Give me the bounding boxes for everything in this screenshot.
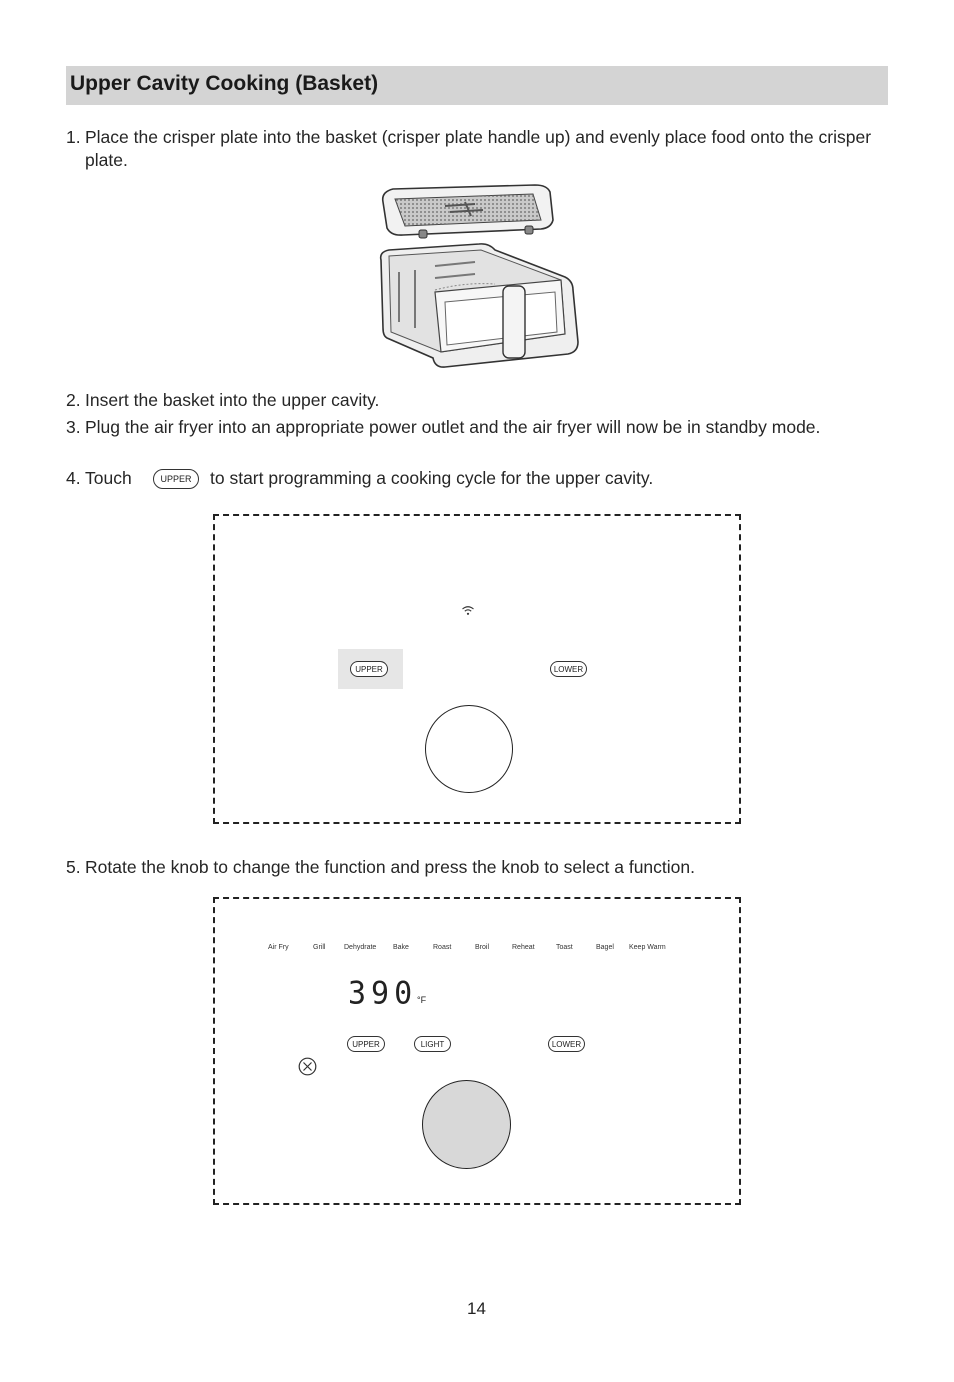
crisper-plate-icon [383, 185, 553, 238]
temperature-display: 390 [348, 975, 418, 1012]
function-broil: Broil [475, 944, 490, 951]
light-button[interactable]: LIGHT [414, 1036, 451, 1052]
temperature-unit: °F [417, 995, 427, 1005]
step-4-number: 4. [66, 468, 81, 488]
section-title: Upper Cavity Cooking (Basket) [70, 72, 379, 95]
upper-button[interactable]: UPPER [350, 661, 388, 677]
function-toast: Toast [556, 944, 573, 951]
cancel-icon[interactable] [298, 1057, 317, 1076]
step-3-text: Plug the air fryer into an appropriate power outlet and the air fryer will now be in standby mode. [85, 417, 821, 437]
step-3-number: 3. [66, 417, 81, 437]
function-air-fry: Air Fry [268, 944, 289, 951]
inline-upper-button: UPPER [153, 469, 199, 489]
step-5-text: Rotate the knob to change the function and press the knob to select a function. [85, 857, 695, 877]
function-reheat: Reheat [512, 944, 535, 951]
page-number: 14 [467, 1299, 486, 1318]
control-knob[interactable] [425, 705, 513, 793]
function-bake: Bake [393, 944, 409, 951]
wifi-icon [461, 605, 475, 616]
control-knob-pressed[interactable] [422, 1080, 511, 1169]
step-1-number: 1. [66, 127, 81, 147]
step-4-text-after: to start programming a cooking cycle for the upper cavity. [210, 468, 654, 488]
function-dehydrate: Dehydrate [344, 944, 377, 951]
step-1-text: Place the crisper plate into the basket (crisper plate handle up) and evenly place food onto the crisper plate. [85, 127, 872, 170]
upper-button[interactable]: UPPER [347, 1036, 385, 1052]
function-grill: Grill [313, 944, 326, 951]
lower-button[interactable]: LOWER [550, 661, 587, 677]
step-4-text-before: Touch [85, 468, 132, 488]
step-2-text: Insert the basket into the upper cavity. [85, 390, 380, 410]
lower-button[interactable]: LOWER [548, 1036, 585, 1052]
function-roast: Roast [433, 944, 452, 951]
function-keep-warm: Keep Warm [629, 944, 666, 951]
function-bagel: Bagel [596, 944, 614, 951]
step-2-number: 2. [66, 390, 81, 410]
basket-icon [381, 244, 578, 367]
basket-with-crisper-plate-illustration [375, 182, 585, 372]
step-5-number: 5. [66, 857, 81, 877]
